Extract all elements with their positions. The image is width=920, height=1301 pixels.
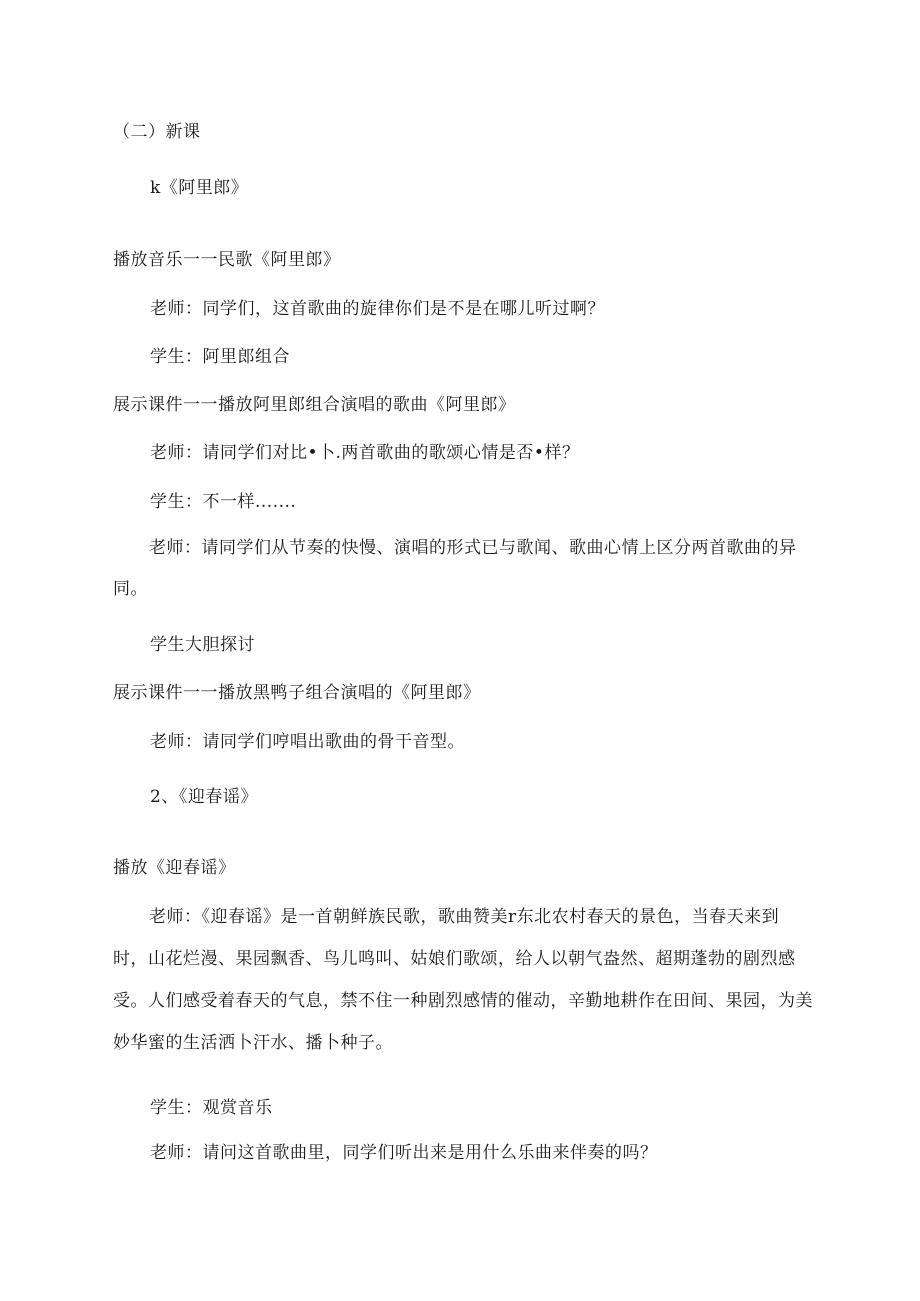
paragraph: 展示课件一一播放黑鸭子组合演唱的《阿里郎》	[113, 683, 481, 703]
paragraph: 老师：请同学们哼唱出歌曲的骨干音型。	[150, 732, 465, 752]
paragraph: 展示课件一一播放阿里郎组合演唱的歌曲《阿里郎》	[113, 395, 516, 415]
paragraph: 老师：同学们，这首歌曲的旋律你们是不是在哪儿听过啊？	[150, 299, 605, 319]
paragraph: 老师：请问这首歌曲里，同学们听出来是用什么乐曲来伴奏的吗？	[150, 1143, 658, 1163]
paragraph: 学生：不一样.......	[150, 492, 297, 512]
song2-heading: 2、《迎春谣》	[150, 787, 258, 807]
paragraph: 学生：观赏音乐	[150, 1098, 273, 1118]
paragraph: 老师：请同学们从节奏的快慢、演唱的形式已与歌闻、歌曲心情上区分两首歌曲的异同。	[113, 538, 797, 599]
paragraph: 老师：请同学们对比•卜.两首歌曲的歌颂心情是否•样？	[150, 443, 580, 463]
paragraph: 播放《迎春谣》	[113, 858, 236, 878]
song1-heading: k《阿里郎》	[150, 178, 249, 198]
paragraph: 老师：《迎春谣》是一首朝鲜族民歌，歌曲赞美r东北农村春天的景色，当春天来到时，山花烂漫、果园飘香、鸟儿鸣叫、姑娘们歌颂，给人以朝气盎然、超期蓬勃的剧烈感受。人们感受着春天的气息，禁不住一种剧烈感情的催动，辛勤地耕作在田间、果园，为美妙华蜜的生活洒卜汗水、播卜种子。	[113, 907, 813, 1053]
section-heading: （二）新课	[113, 122, 201, 142]
paragraph: 学生：阿里郎组合	[150, 347, 290, 367]
paragraph: 播放音乐一一民歌《阿里郎》	[113, 250, 341, 270]
paragraph: 学生大胆探讨	[150, 635, 255, 655]
